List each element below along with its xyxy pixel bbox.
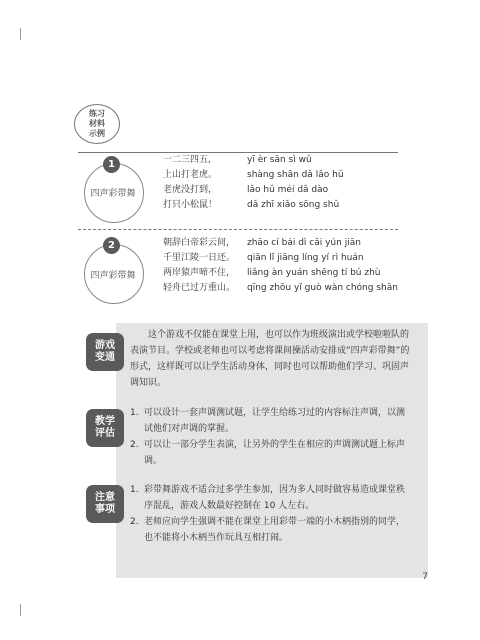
example-number-2: 2 xyxy=(103,237,120,254)
page-number: 7 xyxy=(422,572,428,582)
example-label-2: 四声彩带舞 xyxy=(90,271,136,281)
example-label-1: 四声彩带舞 xyxy=(90,189,136,199)
poem-line: 一二三四五， xyxy=(163,155,218,165)
variation-paragraph: 这个游戏不仅能在课堂上用，也可以作为班级演出或学校啦啦队的表演节目。学校或老师也可以考虑将课间操活动安排成“四声彩带舞”的形式，这样既可以让学生活动身体，同时也可以帮助他们学习、巩固声调知识。 xyxy=(130,330,410,388)
pinyin-line: shàng shān dǎ lǎo hǔ xyxy=(247,170,344,180)
poem-hanzi-1 xyxy=(163,153,217,213)
assessment-list xyxy=(130,405,410,469)
notes-item xyxy=(130,514,410,546)
notes-badge-text: 注意 事项 xyxy=(95,492,115,515)
item-number: 1. xyxy=(130,408,139,418)
item-text: 可以设计一套声调测试题，让学生给练习过的内容标注声调，以测试他们对声调的掌握。 xyxy=(144,408,406,434)
poem-pinyin-1 xyxy=(247,153,344,213)
notes-badge xyxy=(86,485,124,523)
pinyin-line: yī èr sān sì wǔ xyxy=(247,155,312,165)
poem-pinyin-2 xyxy=(247,236,398,296)
pinyin-line: zhāo cí bái dì cǎi yún jiān xyxy=(247,238,361,248)
pinyin-line: qīng zhōu yǐ guò wàn chóng shān xyxy=(247,283,398,293)
poem-line: 朝辞白帝彩云间， xyxy=(163,238,236,248)
example-number-1: 1 xyxy=(103,156,120,173)
assessment-badge xyxy=(86,409,124,447)
poem-line: 打只小松鼠！ xyxy=(163,200,218,210)
pinyin-line: lǎo hǔ méi dǎ dào xyxy=(247,185,329,195)
item-number: 2. xyxy=(130,517,139,527)
item-text: 彩带舞游戏不适合过多学生参加，因为多人同时做容易造成课堂秩序混乱，游戏人数最好控制在 10 人左右。 xyxy=(144,485,406,511)
poem-line: 千里江陵一日还。 xyxy=(163,253,236,263)
assessment-item xyxy=(130,437,410,469)
poem-line: 轻舟已过万重山。 xyxy=(163,283,236,293)
variation-text xyxy=(130,327,410,391)
crop-mark-bottom xyxy=(20,604,21,616)
assessment-item xyxy=(130,405,410,437)
materials-badge xyxy=(74,104,120,144)
item-text: 可以让一部分学生表演，让另外的学生在相应的声调测试题上标声调。 xyxy=(144,440,406,466)
poem-line: 上山打老虎。 xyxy=(163,170,218,180)
pinyin-line: qiān lǐ jiāng líng yí rì huán xyxy=(247,253,364,263)
assessment-badge-text: 教学 评估 xyxy=(95,416,115,439)
variation-badge xyxy=(86,333,124,371)
poem-line: 两岸猿声啼不住， xyxy=(163,268,236,278)
variation-badge-text: 游戏 变通 xyxy=(95,340,115,363)
divider-dashed xyxy=(78,229,398,230)
pinyin-line: dǎ zhī xiǎo sōng shǔ xyxy=(247,200,340,210)
materials-badge-text: 练习 材料 示例 xyxy=(89,109,105,138)
crop-mark-top xyxy=(20,28,21,40)
divider-top xyxy=(78,152,398,153)
poem-hanzi-2 xyxy=(163,236,235,296)
pinyin-line: liǎng àn yuán shēng tí bú zhù xyxy=(247,268,381,278)
item-text: 老师应向学生强调不能在课堂上用彩带一端的小木柄指别的同学，也不能将小木柄当作玩具互相打闹。 xyxy=(144,517,406,543)
item-number: 1. xyxy=(130,485,139,495)
poem-line: 老虎没打到， xyxy=(163,185,218,195)
notes-list xyxy=(130,482,410,546)
item-number: 2. xyxy=(130,440,139,450)
notes-item xyxy=(130,482,410,514)
